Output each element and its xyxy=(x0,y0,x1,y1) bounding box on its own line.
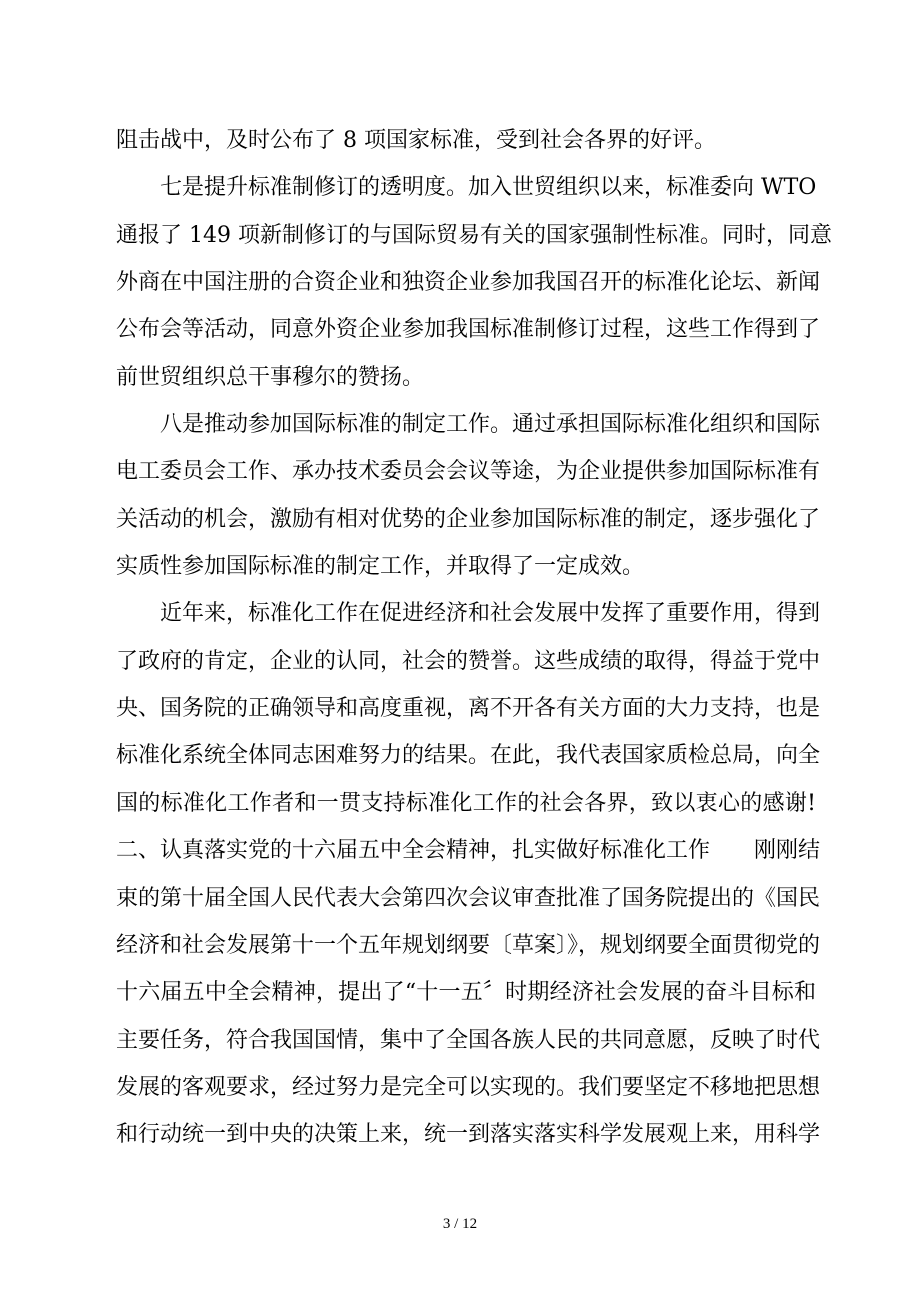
body-text xyxy=(116,117,832,1159)
text-line: 标准化系统全体同志困难努力的结果。在此，我代表国家质检总局，向全 xyxy=(116,743,821,769)
text-line: 阻击战中，及时公布了 8 项国家标准，受到社会各界的好评。 xyxy=(116,128,716,153)
text-line: 束的第十届全国人民代表大会第四次会议审查批准了国务院提出的《国民 xyxy=(116,885,821,911)
text-line: 前世贸组织总干事穆尔的赞扬。 xyxy=(116,364,425,390)
text-line: 公布会等活动，同意外资企业参加我国标准制修订过程，这些工作得到了 xyxy=(116,317,821,343)
text-line: 十六届五中全会精神，提出了“十一五〞时期经济社会发展的奋斗目标和 xyxy=(116,980,816,1006)
paragraph-start-line: 近年来，标准化工作在促进经济和社会发展中发挥了重要作用，得到 xyxy=(160,601,821,627)
section-heading-line: 二、认真落实党的十六届五中全会精神，扎实做好标准化工作 刚刚结 xyxy=(116,838,821,864)
text-line: 电工委员会工作、承办技术委员会会议等途，为企业提供参加国际标准有 xyxy=(116,459,821,485)
text-line: 主要任务，符合我国国情，集中了全国各族人民的共同意愿，反映了时代 xyxy=(116,1027,821,1053)
text-line: 实质性参加国际标准的制定工作，并取得了一定成效。 xyxy=(116,554,645,580)
text-line: 发展的客观要求，经过努力是完全可以实现的。我们要坚定不移地把思想 xyxy=(116,1074,821,1100)
text-line: 经济和社会发展第十一个五年规划纲要〔草案〕》，规划纲要全面贯彻党的 xyxy=(116,932,821,958)
text-line: 了政府的肯定，企业的认同，社会的赞誉。这些成绩的取得，得益于党中 xyxy=(116,648,821,674)
page-number: 3 / 12 xyxy=(442,1216,478,1232)
text-line: 和行动统一到中央的决策上来，统一到落实落实科学发展观上来，用科学 xyxy=(116,1122,821,1148)
paragraph-start-line: 七是提升标准制修订的透明度。加入世贸组织以来，标准委向 WTO xyxy=(160,175,817,201)
text-line: 央、国务院的正确领导和高度重视，离不开各有关方面的大力支持，也是 xyxy=(116,696,821,722)
text-line: 外商在中国注册的合资企业和独资企业参加我国召开的标准化论坛、新闻 xyxy=(116,270,821,296)
paragraph-start-line: 八是推动参加国际标准的制定工作。通过承担国际标准化组织和国际 xyxy=(160,412,821,438)
text-line: 通报了 149 项新制修订的与国际贸易有关的国家强制性标准。同时，同意 xyxy=(116,222,832,248)
text-line: 国的标准化工作者和一贯支持标准化工作的社会各界，致以衷心的感谢! xyxy=(116,790,816,816)
text-line: 关活动的机会，激励有相对优势的企业参加国际标准的制定，逐步强化了 xyxy=(116,506,821,532)
